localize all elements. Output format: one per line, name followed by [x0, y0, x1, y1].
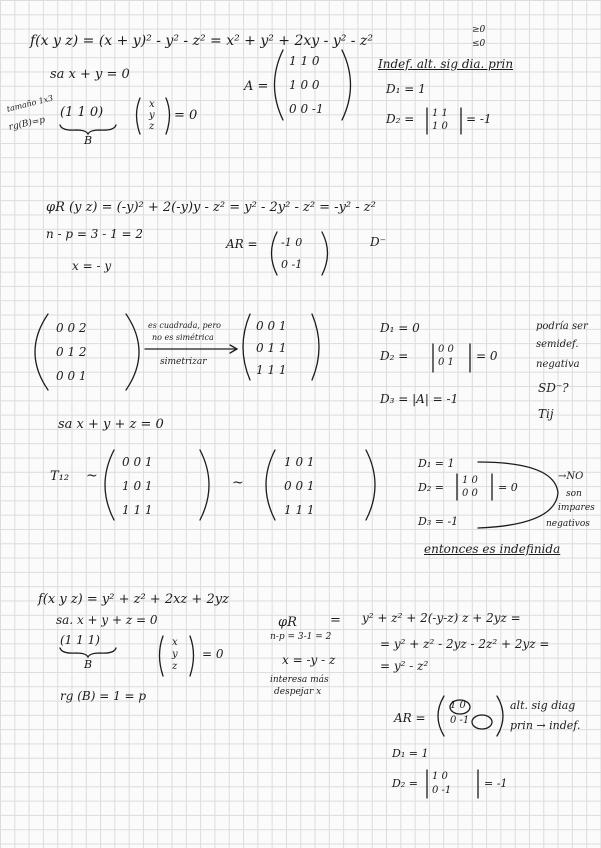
var2-z: z	[172, 661, 178, 672]
matrix-m-row-3: 0 0 1	[56, 369, 87, 383]
interest-note-2: despejar x	[274, 687, 322, 697]
interest-note-1: interesa más	[270, 675, 329, 685]
matrix-t2-row-2: 0 0 1	[284, 479, 315, 493]
side-note-3: negativa	[536, 359, 580, 370]
alt-sig-note-2: prin → indef.	[510, 719, 581, 732]
minor4-d1: D₁ = 1	[418, 457, 455, 470]
minor3-d2-bottom: 0 1	[438, 357, 454, 368]
minor4-d2-label: D₂ =	[418, 481, 444, 494]
function-definition: f(x y z) = (x + y)² - y² - z² = x² + y² + 2xy - y² - z²	[30, 33, 373, 49]
minor5-d2-bottom: 0 -1	[432, 785, 452, 796]
negative-definite-note: D⁻	[370, 235, 386, 249]
minor3-d2-top: 0 0	[438, 344, 454, 355]
equals-zero: = 0	[174, 108, 198, 123]
minor-d1: D₁ = 1	[386, 82, 426, 96]
var2-x: x	[172, 637, 178, 648]
var-z: z	[149, 121, 155, 132]
inequality-nonpositive: ≤0	[472, 39, 486, 49]
side-note-1: podría ser	[536, 321, 588, 332]
arrow-no: →NO	[558, 471, 584, 482]
matrix-m-row-2: 0 1 2	[56, 345, 87, 359]
n-minus-p-2: n-p = 3-1 = 2	[270, 632, 332, 642]
matrix-ar2-row-1: 1 0	[450, 700, 466, 711]
symmetrize-arrowhead	[230, 345, 237, 353]
matrix-m2-row-3: 1 1 1	[256, 363, 287, 377]
minor4-d2-top: 1 0	[462, 475, 478, 486]
matrix-a-row-1: 1 1 0	[289, 54, 320, 68]
symmetrize-label: simetrizar	[160, 357, 207, 367]
minor4-d2-bottom: 0 0	[462, 488, 478, 499]
reduced-phi-equals: =	[330, 613, 341, 628]
expansion-line-1: y² + z² + 2(-y-z) z + 2yz =	[362, 611, 521, 625]
n-minus-p: n - p = 3 - 1 = 2	[46, 227, 144, 241]
son-note-1: son	[566, 489, 582, 499]
matrix-m-row-1: 0 0 2	[56, 321, 87, 335]
matrix-ar2-row-2: 0 -1	[450, 715, 470, 726]
minor5-d1: D₁ = 1	[392, 747, 429, 760]
matrix-m-right-paren	[126, 314, 139, 390]
vector-x-right-paren	[166, 98, 170, 134]
minor4-d2-result: = 0	[498, 481, 518, 494]
brace-b-1	[60, 125, 116, 134]
inequality-nonnegative: ≥0	[472, 25, 486, 35]
coefficient-row-vector-2: (1 1 1)	[60, 633, 100, 647]
matrix-ar-row-1: -1 0	[281, 236, 303, 249]
side-note-2: semidef.	[536, 339, 579, 350]
minor-d2-label: D₂ =	[386, 112, 415, 126]
function-2: f(x y z) = y² + z² + 2xz + 2yz	[38, 592, 229, 607]
vector-x2-right-paren	[190, 636, 194, 676]
matrix-m2-right-paren	[312, 314, 319, 380]
square-not-symmetric-1: es cuadrada, pero	[148, 321, 221, 330]
circle-bottom-right	[472, 715, 492, 729]
indefinite-note: Indef. alt. sig dia. prin	[378, 57, 514, 71]
transposition-label: T₁₂	[50, 469, 70, 484]
minor5-d2-top: 1 0	[432, 771, 448, 782]
minor-d2-top: 1 1	[432, 108, 448, 119]
brace-b-2	[60, 648, 116, 657]
minor5-d2-label: D₂ =	[392, 777, 418, 790]
matrix-b-label: B	[84, 134, 93, 147]
reduced-phi: φR	[278, 615, 297, 630]
matrix-t2-left-paren	[266, 450, 275, 520]
minor-d2-bottom: 1 0	[432, 121, 448, 132]
son-note-3: negativos	[546, 519, 590, 529]
matrix-a-label: A =	[244, 79, 269, 94]
matrix-m-left-paren	[35, 314, 48, 390]
vector-x2-left-paren	[160, 636, 164, 676]
matrix-t2-row-3: 1 1 1	[284, 503, 315, 517]
substitution-2: x = -y - z	[282, 653, 336, 667]
matrix-t1-row-1: 0 0 1	[122, 455, 153, 469]
matrix-t1-row-3: 1 1 1	[122, 503, 153, 517]
matrix-t2-right-paren	[366, 450, 375, 520]
matrix-t1-left-paren	[105, 450, 114, 520]
reduced-function: φR (y z) = (-y)² + 2(-y)y - z² = y² - 2y² - z² = -y² - z²	[46, 200, 376, 215]
equivalence-1: ~	[86, 468, 98, 484]
matrix-m2-row-2: 0 1 1	[256, 341, 287, 355]
matrix-a-left-paren	[275, 50, 284, 120]
matrix-a-row-3: 0 0 -1	[289, 102, 324, 116]
constraint-line: sa x + y = 0	[50, 67, 130, 82]
matrix-ar2-right-paren	[497, 696, 503, 736]
matrix-a-row-2: 1 0 0	[289, 78, 320, 92]
equivalence-2: ~	[232, 475, 244, 491]
matrix-ar2-left-paren	[438, 696, 444, 736]
minor3-d1: D₁ = 0	[380, 321, 420, 335]
equals-zero-2: = 0	[202, 647, 224, 661]
alt-sig-note-1: alt. sig diag	[510, 699, 576, 712]
vector-x-left-paren	[137, 98, 141, 134]
var2-y: y	[172, 649, 178, 660]
margin-rank-note: rg(B)=p	[7, 115, 47, 133]
matrix-b2-label: B	[84, 658, 93, 671]
matrix-m2-left-paren	[243, 314, 250, 380]
coefficient-row-vector: (1 1 0)	[60, 105, 104, 120]
var-y: y	[149, 110, 155, 121]
matrix-ar-right-paren	[322, 232, 328, 275]
side-note-4: SD⁻?	[538, 381, 569, 395]
minor-d2-result: = -1	[466, 112, 492, 126]
matrix-t2-row-1: 1 0 1	[284, 455, 315, 469]
rank-equation: rg (B) = 1 = p	[60, 689, 147, 703]
matrix-ar-row-2: 0 -1	[281, 258, 303, 271]
son-note-2: impares	[558, 503, 595, 513]
conclusion-indefinite: entonces es indefinida	[424, 542, 561, 556]
var-x: x	[149, 99, 155, 110]
substitution: x = - y	[72, 259, 112, 273]
minor3-d3: D₃ = |A| = -1	[380, 392, 459, 406]
matrix-m2-row-1: 0 0 1	[256, 319, 287, 333]
minor3-d2-result: = 0	[476, 349, 498, 363]
matrix-t1-row-2: 1 0 1	[122, 479, 153, 493]
matrix-a-right-paren	[342, 50, 351, 120]
side-note-5: Tij	[538, 407, 554, 421]
expansion-line-2: = y² + z² - 2yz - 2z² + 2yz =	[380, 637, 550, 651]
square-not-symmetric-2: no es simétrica	[152, 333, 214, 342]
matrix-t1-right-paren	[200, 450, 209, 520]
matrix-ar-left-paren	[272, 232, 278, 275]
constraint-2: sa. x + y + z = 0	[56, 613, 158, 627]
minor3-d2-label: D₂ =	[380, 349, 409, 363]
minor4-d3: D₃ = -1	[418, 515, 459, 528]
minor5-d2-result: = -1	[484, 777, 508, 790]
matrix-ar-label: AR =	[226, 237, 258, 251]
expansion-line-3: = y² - z²	[380, 659, 429, 673]
matrix-ar2-label: AR =	[394, 711, 426, 725]
margin-size-note: tamaño 1x3	[5, 93, 55, 114]
constraint-3-vars: sa x + y + z = 0	[58, 417, 164, 432]
